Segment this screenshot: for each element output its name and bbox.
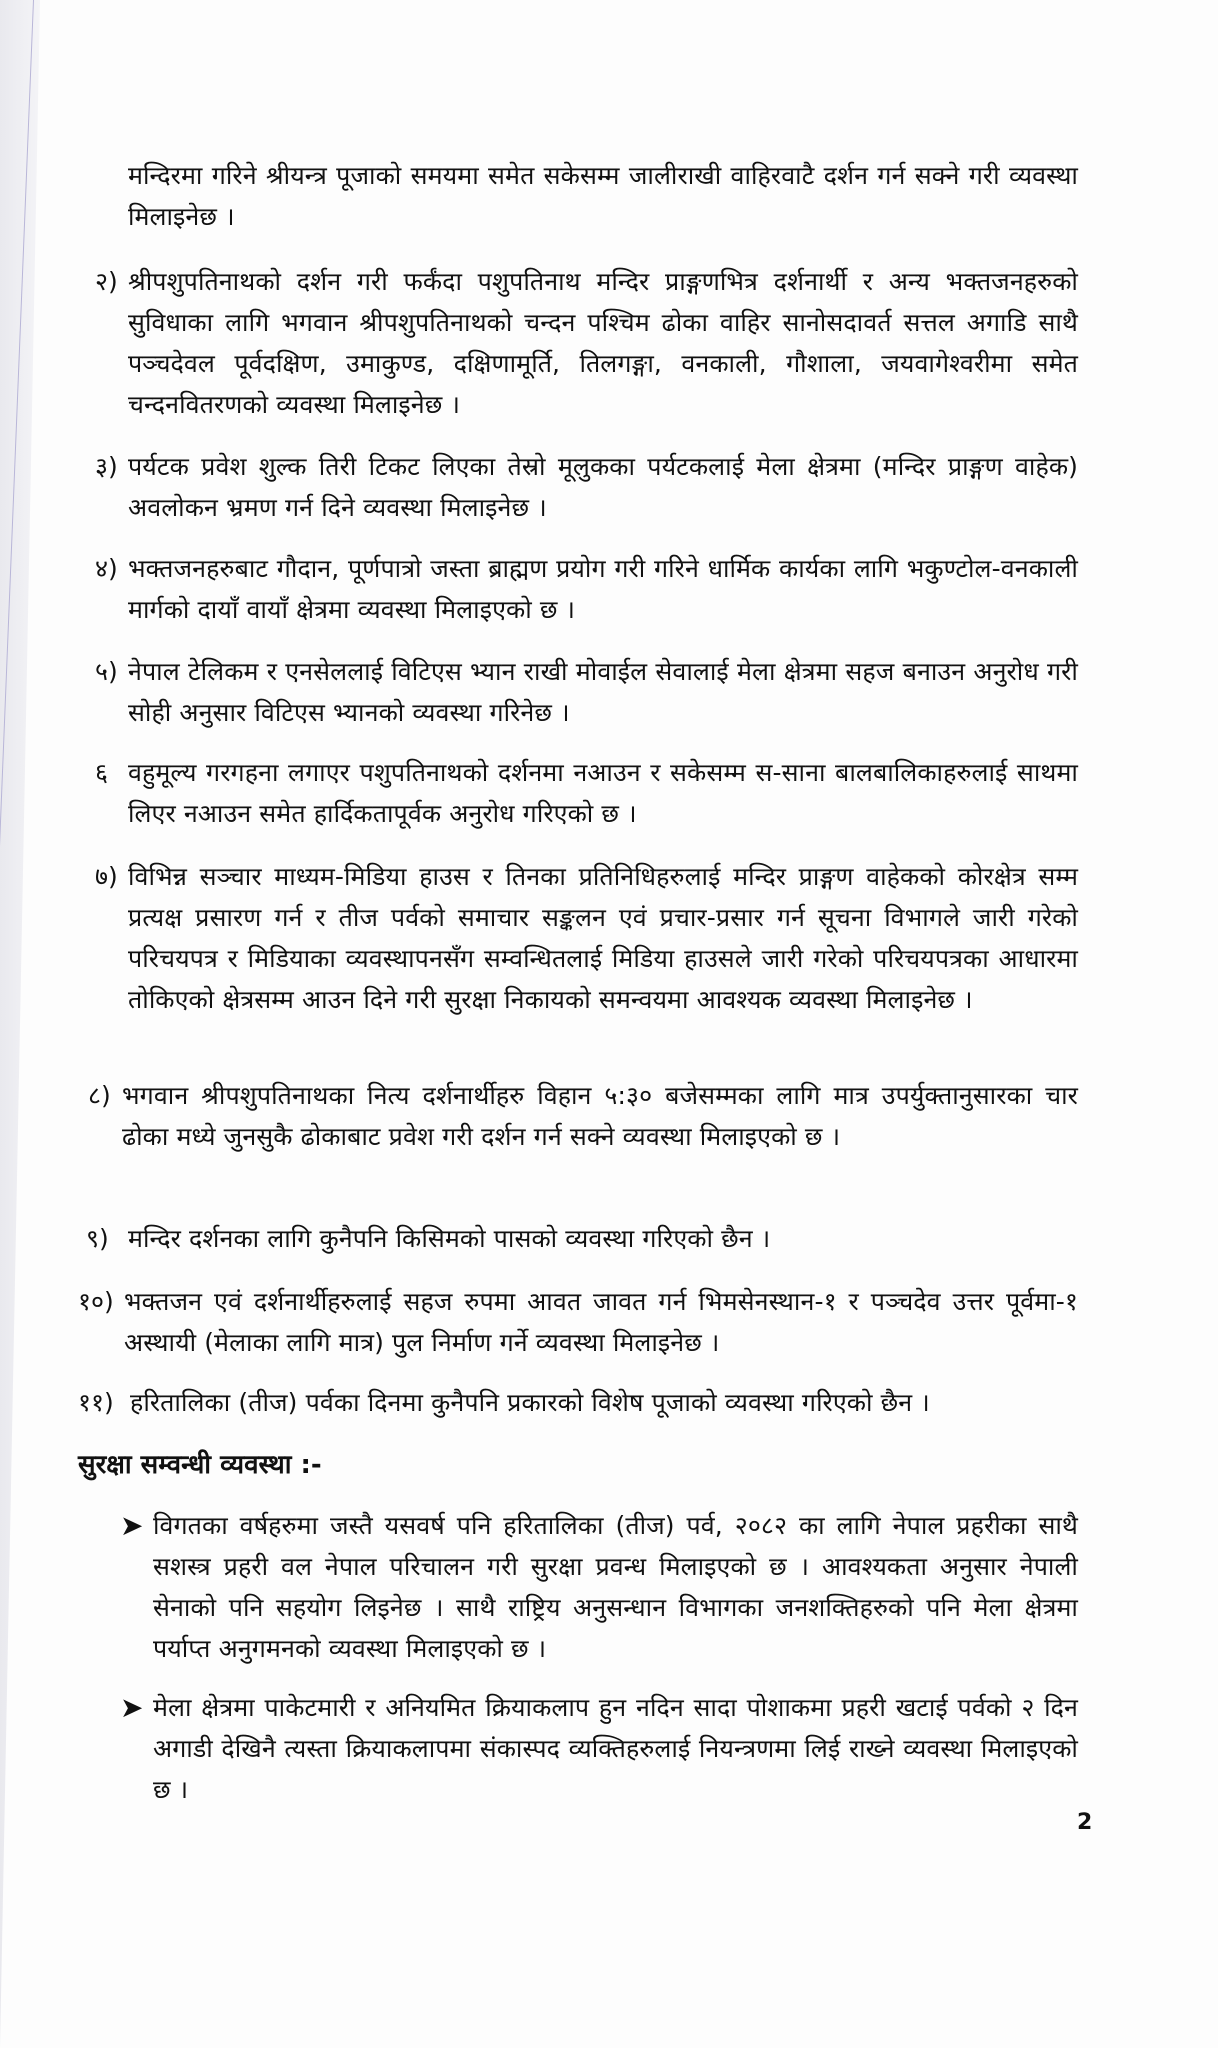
item-number: ६ <box>95 758 109 787</box>
item-text: भगवान श्रीपशुपतिनाथका नित्य दर्शनार्थीहरु विहान ५:३० बजेसम्मका लागि मात्र उपर्युक्तानुसारका चार ढोका मध्ये जुनसुकै ढोकाबाट प्रवेश गरी दर्शन गर्न सक्ने व्यवस्था मिलाइएको छ । <box>122 1081 1078 1151</box>
item-number: ८) <box>88 1081 111 1110</box>
item-number: ५) <box>95 657 118 686</box>
item-text: मन्दिर दर्शनका लागि कुनैपनि किसिमको पासको व्यवस्था गरिएको छैन । <box>128 1224 771 1253</box>
item-text: पर्यटक प्रवेश शुल्क तिरी टिकट लिएका तेस्रो मूलुकका पर्यटकलाई मेला क्षेत्रमा (मन्दिर प्राङ्गण वाहेक) अवलोकन भ्रमण गर्न दिने व्यवस्था मिलाइनेछ । <box>128 452 1078 522</box>
arrow-bullet-icon: ➤ <box>120 1509 144 1542</box>
item-number: २) <box>95 267 118 296</box>
item-text: हरितालिका (तीज) पर्वका दिनमा कुनैपनि प्रकारको विशेष पूजाको व्यवस्था गरिएको छैन । <box>130 1388 930 1417</box>
item-text: विभिन्न सञ्चार माध्यम-मिडिया हाउस र तिनका प्रतिनिधिहरुलाई मन्दिर प्राङ्गण वाहेकको कोरक्षेत्र सम्म प्रत्यक्ष प्रसारण गर्न र तीज पर्वको समाचार सङ्कलन एवं प्रचार-प्रसार गर्न सूचना विभागले जारी गरेको परिचयपत्र र मिडियाका व्यवस्थापनसँग सम्वन्धितलाई मिडिया हाउसले जारी गरेको परिचयपत्रका आधारमा तोकिएको क्षेत्रसम्म आउन दिने गरी सुरक्षा निकायको समन्वयमा आवश्यक व्यवस्था मिलाइनेछ । <box>128 862 1078 1014</box>
page-number: 2 <box>1077 1810 1093 1835</box>
security-section-heading: सुरक्षा सम्वन्धी व्यवस्था :- <box>78 1450 322 1480</box>
item-number: ४) <box>95 554 118 583</box>
item-number: ७) <box>95 862 118 891</box>
item-text: श्रीपशुपतिनाथको दर्शन गरी फर्कंदा पशुपतिनाथ मन्दिर प्राङ्गणभित्र दर्शनार्थी र अन्य भक्तजनहरुको सुविधाका लागि भगवान श्रीपशुपतिनाथको चन्दन पश्चिम ढोका वाहिर सानोसदावर्त सत्तल अगाडि साथै पञ्चदेवल पूर्वदक्षिण, उमाकुण्ड, दक्षिणामूर्ति, तिलगङ्गा, वनकाली, गौशाला, जयवागेश्वरीमा समेत चन्दनवितरणको व्यवस्था मिलाइनेछ । <box>128 267 1078 419</box>
item-number: १०) <box>78 1287 114 1316</box>
item-text: नेपाल टेलिकम र एनसेललाई विटिएस भ्यान राखी मोवाईल सेवालाई मेला क्षेत्रमा सहज बनाउन अनुरोध गरी सोही अनुसार विटिएस भ्यानको व्यवस्था गरिनेछ । <box>128 657 1078 727</box>
item-number: ९) <box>86 1224 109 1253</box>
item-text: भक्तजनहरुबाट गौदान, पूर्णपात्रो जस्ता ब्राह्मण प्रयोग गरी गरिने धार्मिक कार्यका लागि भकुण्टोल-वनकाली मार्गको दायाँ वायाँ क्षेत्रमा व्यवस्था मिलाइएको छ । <box>128 554 1078 624</box>
security-item-text: मेला क्षेत्रमा पाकेटमारी र अनियमित क्रियाकलाप हुन नदिन सादा पोशाकमा प्रहरी खटाई पर्वको २ दिन अगाडी देखिनै त्यस्ता क्रियाकलापमा संकास्पद व्यक्तिहरुलाई नियन्त्रणमा लिई राख्ने व्यवस्था मिलाइएको छ । <box>153 1693 1078 1804</box>
arrow-bullet-icon: ➤ <box>120 1691 144 1724</box>
intro-paragraph: मन्दिरमा गरिने श्रीयन्त्र पूजाको समयमा समेत सकेसम्म जालीराखी वाहिरवाटै दर्शन गर्न सक्ने गरी व्यवस्था मिलाइनेछ । <box>128 161 1078 231</box>
security-item-text: विगतका वर्षहरुमा जस्तै यसवर्ष पनि हरितालिका (तीज) पर्व, २०८२ का लागि नेपाल प्रहरीका साथै सशस्त्र प्रहरी वल नेपाल परिचालन गरी सुरक्षा प्रवन्ध मिलाइएको छ । आवश्यकता अनुसार नेपाली सेनाको पनि सहयोग लिइनेछ । साथै राष्ट्रिय अनुसन्धान विभागका जनशक्तिहरुको पनि मेला क्षेत्रमा पर्याप्त अनुगमनको व्यवस्था मिलाइएको छ । <box>153 1511 1078 1663</box>
item-text: वहुमूल्य गरगहना लगाएर पशुपतिनाथको दर्शनमा नआउन र सकेसम्म स-साना बालबालिकाहरुलाई साथमा लिएर नआउन समेत हार्दिकतापूर्वक अनुरोध गरिएको छ । <box>128 758 1078 828</box>
item-number: ११) <box>78 1388 114 1417</box>
item-text: भक्तजन एवं दर्शनार्थीहरुलाई सहज रुपमा आवत जावत गर्न भिमसेनस्थान-१ र पञ्चदेव उत्तर पूर्वमा-१ अस्थायी (मेलाका लागि मात्र) पुल निर्माण गर्ने व्यवस्था मिलाइनेछ । <box>124 1287 1078 1357</box>
item-number: ३) <box>95 452 118 481</box>
